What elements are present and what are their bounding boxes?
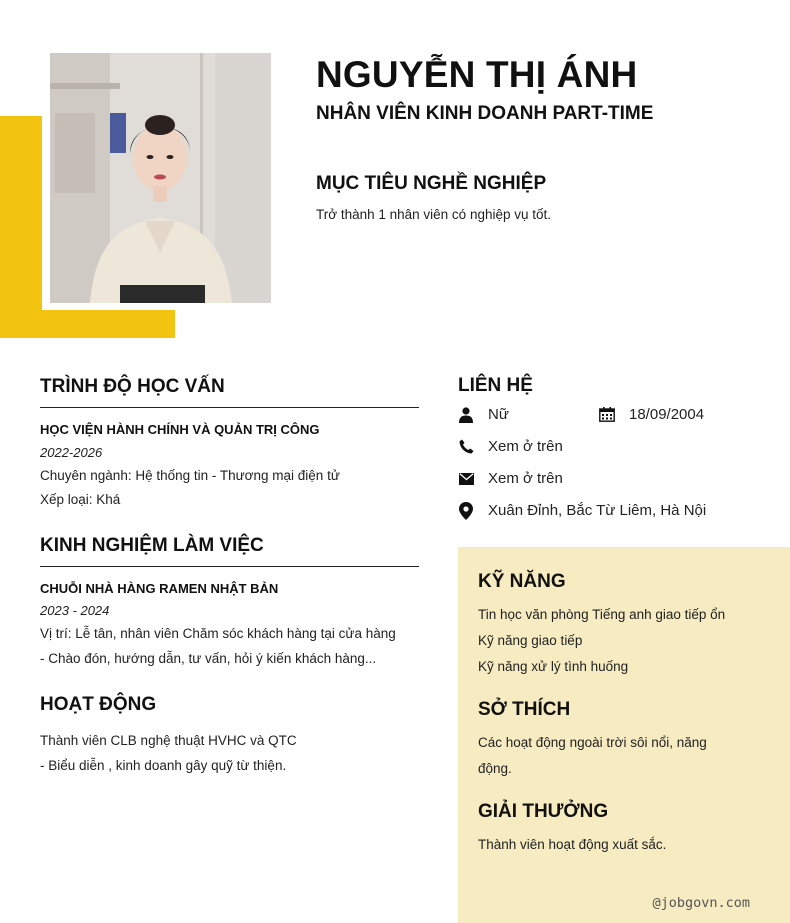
skills-title: KỸ NĂNG xyxy=(478,571,566,592)
calendar-icon xyxy=(599,407,615,423)
accent-bar-horizontal xyxy=(0,310,175,338)
contact-gender xyxy=(458,406,509,423)
email-value: Xem ở trên xyxy=(488,470,563,487)
experience-title: KINH NGHIỆM LÀM VIỆC xyxy=(40,535,264,556)
gender-value: Nữ xyxy=(488,406,509,423)
hobbies-title: SỞ THÍCH xyxy=(478,699,571,720)
education-period: 2022-2026 xyxy=(40,445,103,460)
person-icon xyxy=(458,407,474,423)
birthday-value: 18/09/2004 xyxy=(629,406,705,423)
contact-phone xyxy=(458,438,563,455)
candidate-name: NGUYỄN THỊ ÁNH xyxy=(316,54,638,95)
awards-title: GIẢI THƯỞNG xyxy=(478,801,609,822)
hobbies-line: Các hoạt động ngoài trời sôi nổi, năng xyxy=(478,735,707,750)
side-panel xyxy=(458,547,790,923)
education-divider xyxy=(40,407,419,408)
education-title: TRÌNH ĐỘ HỌC VẤN xyxy=(40,376,225,397)
skill-item: Tin học văn phòng Tiếng anh giao tiếp ổn xyxy=(478,607,726,622)
watermark: @jobgovn.com xyxy=(652,895,750,911)
education-school: HỌC VIỆN HÀNH CHÍNH VÀ QUẢN TRỊ CÔNG xyxy=(40,422,320,437)
contact-birthday xyxy=(599,406,704,423)
objective-title: MỤC TIÊU NGHỀ NGHIỆP xyxy=(316,173,547,194)
activities-line: - Biểu diễn , kinh doanh gây quỹ từ thiện. xyxy=(40,758,287,773)
experience-position: Vị trí: Lễ tân, nhân viên Chăm sóc khách hàng tại cửa hàng xyxy=(40,626,396,641)
objective-text: Trở thành 1 nhân viên có nghiệp vụ tốt. xyxy=(316,207,552,222)
education-section xyxy=(40,376,419,507)
profile-photo xyxy=(50,53,271,303)
mail-icon xyxy=(458,471,474,487)
education-rank: Xếp loại: Khá xyxy=(40,492,121,507)
contact-email xyxy=(458,470,563,487)
skill-item: Kỹ năng xử lý tình huống xyxy=(478,659,629,674)
activities-section xyxy=(40,694,419,773)
address-value: Xuân Đỉnh, Bắc Từ Liêm, Hà Nội xyxy=(488,502,707,519)
experience-divider xyxy=(40,566,419,567)
experience-company: CHUỖI NHÀ HÀNG RAMEN NHẬT BẢN xyxy=(40,581,279,596)
activities-line: Thành viên CLB nghệ thuật HVHC và QTC xyxy=(40,733,297,748)
awards-text: Thành viên hoạt động xuất sắc. xyxy=(478,837,667,852)
hobbies-line: động. xyxy=(478,761,512,776)
contact-title: LIÊN HỆ xyxy=(458,375,533,396)
experience-period: 2023 - 2024 xyxy=(40,603,110,618)
phone-value: Xem ở trên xyxy=(488,438,563,455)
activities-title: HOẠT ĐỘNG xyxy=(40,694,157,715)
skill-item: Kỹ năng giao tiếp xyxy=(478,633,583,648)
experience-section xyxy=(40,535,419,666)
education-major: Chuyên ngành: Hệ thống tin - Thương mại điện tử xyxy=(40,468,340,483)
accent-bar-vertical xyxy=(0,116,42,338)
experience-duty: - Chào đón, hướng dẫn, tư vấn, hỏi ý kiến khách hàng... xyxy=(40,651,377,666)
phone-icon xyxy=(458,439,474,455)
contact-address xyxy=(458,502,706,519)
location-pin-icon xyxy=(458,503,474,519)
job-title: NHÂN VIÊN KINH DOANH PART-TIME xyxy=(316,103,654,124)
